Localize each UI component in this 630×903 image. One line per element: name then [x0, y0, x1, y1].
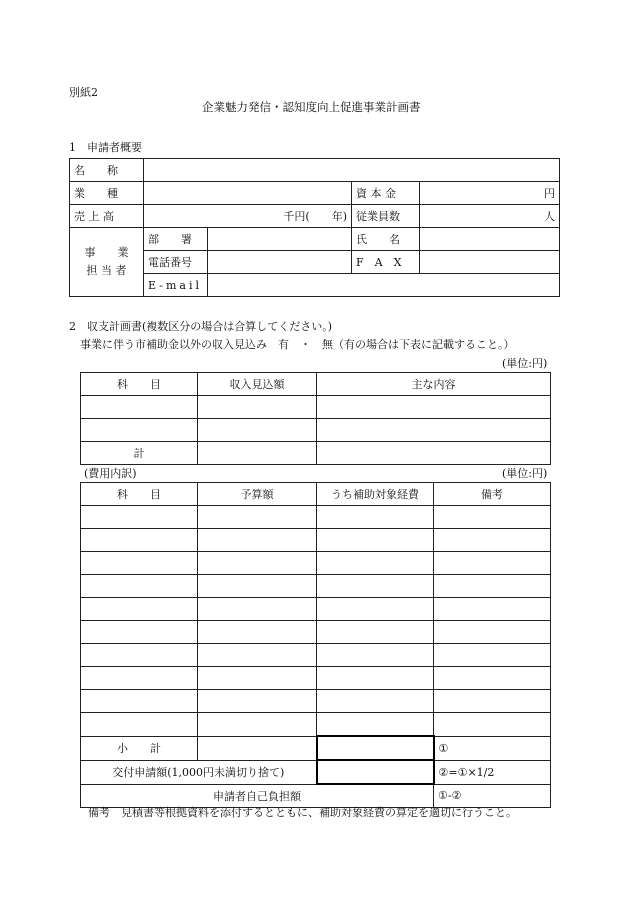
expense-cell[interactable] — [434, 621, 551, 644]
income-header-content: 主な内容 — [317, 373, 551, 396]
table-row — [81, 373, 551, 396]
self-burden-note: ①-② — [434, 784, 551, 808]
expense-cell[interactable] — [81, 552, 198, 575]
expense-cell[interactable] — [317, 621, 434, 644]
income-content-cell[interactable] — [317, 419, 551, 442]
application-amount[interactable] — [317, 760, 434, 784]
income-question: 事業に伴う市補助金以外の収入見込み 有 ・ 無（有の場合は下表に記載すること。） — [80, 338, 515, 351]
income-total-label: 計 — [81, 442, 198, 465]
section2-heading: 2 収支計画書(複数区分の場合は合算してください。) — [69, 320, 333, 333]
fax-field[interactable] — [420, 251, 560, 274]
expense-cell[interactable] — [198, 690, 317, 713]
table-row — [81, 690, 551, 713]
expense-header-budget: 予算額 — [198, 483, 317, 506]
table-row — [81, 419, 551, 442]
expense-cell[interactable] — [198, 713, 317, 737]
expense-cell[interactable] — [198, 667, 317, 690]
expense-cell[interactable] — [81, 667, 198, 690]
table-row — [70, 274, 560, 297]
table-row — [81, 644, 551, 667]
table-row — [70, 205, 560, 228]
expense-cell[interactable] — [434, 644, 551, 667]
expense-cell[interactable] — [81, 529, 198, 552]
expense-cell[interactable] — [81, 644, 198, 667]
capital-field[interactable] — [420, 182, 560, 205]
sales-unit: 千円( 年) — [283, 210, 347, 223]
expense-cell[interactable] — [317, 598, 434, 621]
expense-cell[interactable] — [434, 713, 551, 737]
capital-unit: 円 — [544, 187, 555, 200]
income-item-cell[interactable] — [81, 419, 198, 442]
income-total-amount[interactable] — [198, 442, 317, 465]
expense-cell[interactable] — [434, 506, 551, 529]
expense-unit: (単位:円) — [502, 467, 548, 480]
self-burden-label: 申請者自己負担額 — [81, 784, 434, 808]
subtotal-label: 小 計 — [81, 736, 198, 760]
expense-cell[interactable] — [198, 529, 317, 552]
expense-cell[interactable] — [434, 667, 551, 690]
income-item-cell[interactable] — [81, 396, 198, 419]
table-row — [70, 228, 560, 251]
expense-table — [80, 482, 551, 808]
table-row — [81, 736, 551, 760]
expense-cell[interactable] — [81, 713, 198, 737]
income-amount-cell[interactable] — [198, 419, 317, 442]
table-row — [81, 575, 551, 598]
contact-label-line1: 事 業 — [84, 246, 129, 259]
expense-cell[interactable] — [81, 621, 198, 644]
expense-cell[interactable] — [434, 552, 551, 575]
expense-cell[interactable] — [317, 552, 434, 575]
expense-cell[interactable] — [198, 575, 317, 598]
person-label: 氏 名 — [352, 228, 420, 251]
expense-cell[interactable] — [434, 575, 551, 598]
email-field[interactable] — [208, 274, 560, 297]
expense-cell[interactable] — [198, 552, 317, 575]
table-row — [81, 621, 551, 644]
person-field[interactable] — [420, 228, 560, 251]
remarks-text: 備考 見積書等根拠資料を添付するとともに、補助対象経費の算定を適切に行うこと。 — [88, 806, 517, 819]
phone-label: 電話番号 — [144, 251, 208, 274]
contact-label — [70, 228, 144, 297]
table-row — [70, 182, 560, 205]
expense-cell[interactable] — [317, 506, 434, 529]
expense-cell[interactable] — [317, 667, 434, 690]
employees-unit: 人 — [544, 210, 555, 223]
fax-label: F A X — [352, 251, 420, 274]
expense-caption: (費用内訳) — [84, 467, 137, 480]
expense-cell[interactable] — [434, 598, 551, 621]
table-row — [81, 529, 551, 552]
expense-cell[interactable] — [81, 506, 198, 529]
subtotal-eligible[interactable] — [317, 736, 434, 760]
table-row — [81, 442, 551, 465]
table-row — [81, 506, 551, 529]
dept-field[interactable] — [208, 228, 352, 251]
sales-label: 売 上 高 — [70, 205, 144, 228]
expense-cell[interactable] — [81, 598, 198, 621]
document-title: 企業魅力発信・認知度向上促進事業計画書 — [202, 100, 421, 114]
expense-cell[interactable] — [81, 690, 198, 713]
income-header-amount: 収入見込額 — [198, 373, 317, 396]
sales-field[interactable] — [144, 205, 352, 228]
expense-cell[interactable] — [317, 575, 434, 598]
income-total-content[interactable] — [317, 442, 551, 465]
expense-cell[interactable] — [198, 621, 317, 644]
applicant-table — [69, 158, 560, 297]
employees-label: 従業員数 — [352, 205, 420, 228]
income-header-item: 科 目 — [81, 373, 198, 396]
expense-header-item: 科 目 — [81, 483, 198, 506]
business-label: 業 種 — [70, 182, 144, 205]
phone-field[interactable] — [208, 251, 352, 274]
expense-cell[interactable] — [198, 644, 317, 667]
expense-header-eligible: うち補助対象経費 — [317, 483, 434, 506]
table-row — [81, 760, 551, 784]
expense-cell[interactable] — [198, 506, 317, 529]
capital-label: 資 本 金 — [352, 182, 420, 205]
name-field[interactable] — [144, 159, 560, 182]
application-note: ②=①×1/2 — [434, 760, 551, 784]
email-label: E-mail — [144, 274, 208, 297]
table-row — [70, 159, 560, 182]
attachment-label: 別紙2 — [69, 86, 98, 99]
employees-field[interactable] — [420, 205, 560, 228]
expense-cell[interactable] — [198, 598, 317, 621]
table-row — [81, 598, 551, 621]
contact-label-line2: 担 当 者 — [86, 264, 127, 277]
table-row — [81, 396, 551, 419]
subtotal-budget[interactable] — [198, 736, 317, 760]
table-row — [70, 251, 560, 274]
income-content-cell[interactable] — [317, 396, 551, 419]
expense-cell[interactable] — [434, 690, 551, 713]
subtotal-note: ① — [434, 736, 551, 760]
income-unit: (単位:円) — [502, 357, 548, 370]
expense-header-remarks: 備考 — [434, 483, 551, 506]
expense-cell[interactable] — [317, 644, 434, 667]
expense-cell[interactable] — [317, 713, 434, 737]
income-amount-cell[interactable] — [198, 396, 317, 419]
section1-heading: 1 申請者概要 — [69, 141, 142, 154]
expense-cell[interactable] — [317, 529, 434, 552]
table-row — [81, 483, 551, 506]
expense-cell[interactable] — [317, 690, 434, 713]
business-field[interactable] — [144, 182, 352, 205]
table-row — [81, 713, 551, 737]
table-row — [81, 552, 551, 575]
name-label: 名 称 — [70, 159, 144, 182]
dept-label: 部 署 — [144, 228, 208, 251]
expense-cell[interactable] — [434, 529, 551, 552]
application-amount-label: 交付申請額(1,000円未満切り捨て) — [81, 760, 317, 784]
expense-cell[interactable] — [81, 575, 198, 598]
income-table — [80, 372, 551, 465]
table-row — [81, 667, 551, 690]
